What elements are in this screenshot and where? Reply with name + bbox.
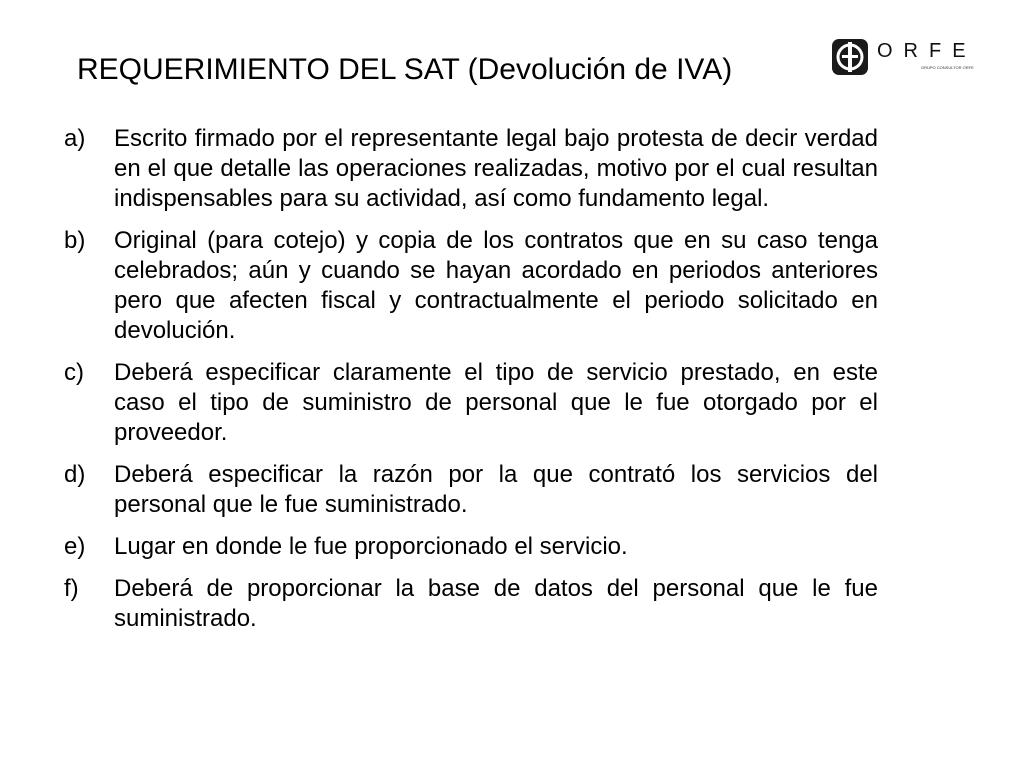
requirement-text: Lugar en donde le fue proporcionado el servicio.: [114, 533, 628, 560]
requirement-item-c: [64, 358, 878, 448]
requirement-marker: b): [64, 227, 86, 254]
requirement-text: Deberá de proporcionar la base de datos del personal que le fue suministrado.: [114, 575, 878, 632]
requirement-marker: f): [64, 575, 79, 602]
requirement-marker: a): [64, 125, 86, 152]
requirement-item-d: [64, 460, 878, 520]
requirement-item-b: [64, 226, 878, 346]
requirement-marker: e): [64, 533, 86, 560]
orfe-logo-icon: [831, 38, 869, 76]
requirement-text: Original (para cotejo) y copia de los contratos que en su caso tenga celebrados; aún y cuando se hayan acordado en periodos anteriores pero que afecten fiscal y contractualmente el periodo solicitado en devolución.: [114, 227, 878, 344]
requirement-item-a: [64, 124, 878, 214]
requirement-item-e: [64, 532, 878, 562]
requirement-item-f: [64, 574, 878, 634]
logo-name: ORFE: [877, 40, 977, 62]
requirement-text: Escrito firmado por el representante legal bajo protesta de decir verdad en el que detalle las operaciones realizadas, motivo por el cual resultan indispensables para su actividad, así como fundamento legal.: [114, 125, 878, 212]
logo-tagline: GRUPO CONSULTOR ORFE: [921, 65, 974, 70]
orfe-logo: [831, 38, 981, 78]
requirement-marker: c): [64, 359, 84, 386]
requirement-text: Deberá especificar la razón por la que contrató los servicios del personal que le fue suministrado.: [114, 461, 878, 518]
requirement-marker: d): [64, 461, 86, 488]
requirements-list: [64, 124, 878, 646]
requirement-text: Deberá especificar claramente el tipo de servicio prestado, en este caso el tipo de suministro de personal que le fue otorgado por el proveedor.: [114, 359, 878, 446]
slide-title: REQUERIMIENTO DEL SAT (Devolución de IVA): [77, 53, 733, 86]
